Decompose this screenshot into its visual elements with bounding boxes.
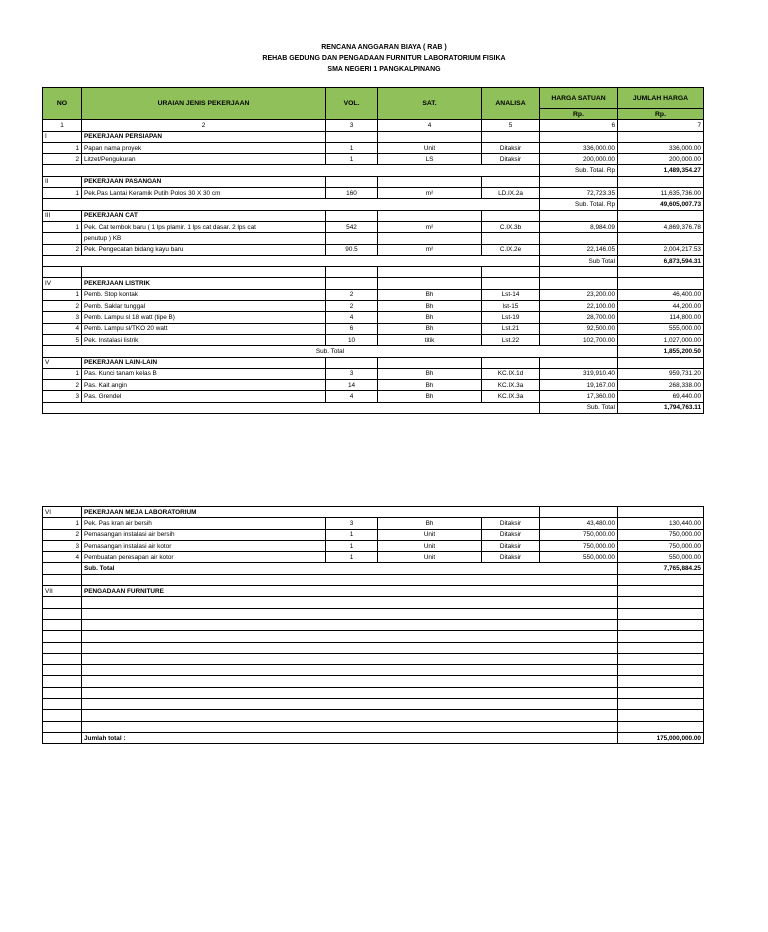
row-analisa: Lst-14 bbox=[482, 289, 540, 300]
row-jumlah-harga: 11,635,736.00 bbox=[618, 188, 704, 199]
row-jumlah-harga: 750,000.00 bbox=[618, 529, 704, 540]
row-vol: 6 bbox=[326, 323, 378, 334]
grand-total-label: Jumlah total : bbox=[82, 732, 618, 743]
table-row bbox=[43, 244, 704, 255]
empty-row bbox=[43, 642, 704, 653]
row-sat: Bh bbox=[378, 301, 482, 312]
row-vol: 10 bbox=[326, 334, 378, 345]
row-sat: Unit bbox=[378, 142, 482, 153]
row-vol: 1 bbox=[326, 529, 378, 540]
empty-row bbox=[43, 676, 704, 687]
empty-row bbox=[43, 631, 704, 642]
row-vol: 1 bbox=[326, 552, 378, 563]
table-row bbox=[43, 289, 704, 300]
row-harga-satuan: 17,360.00 bbox=[540, 391, 618, 402]
section-header-row bbox=[43, 586, 704, 597]
row-vol: 160 bbox=[326, 188, 378, 199]
row-jumlah-harga: 200,000.00 bbox=[618, 154, 704, 165]
row-vol: 90.5 bbox=[326, 244, 378, 255]
row-analisa: C.IX.2e bbox=[482, 244, 540, 255]
row-jumlah-harga: 1,027,000.00 bbox=[618, 334, 704, 345]
row-jumlah-harga: 69,440.00 bbox=[618, 391, 704, 402]
subtotal-row bbox=[43, 402, 704, 413]
row-jumlah-harga: 555,000.00 bbox=[618, 323, 704, 334]
row-no: 3 bbox=[43, 391, 82, 402]
row-desc: Pemasangan instalasi air bersih bbox=[82, 529, 326, 540]
header-no: NO bbox=[43, 88, 82, 120]
subtotal-label: Sub. Total. Rp bbox=[540, 199, 618, 210]
row-desc: Pek. Instalasi listrik bbox=[82, 334, 326, 345]
subtotal-row bbox=[43, 563, 704, 574]
row-sat: m² bbox=[378, 188, 482, 199]
row-vol: 542 bbox=[326, 221, 378, 232]
row-desc: Pek. Pengecatan bidang kayu baru bbox=[82, 244, 326, 255]
section-title: PEKERJAAN CAT bbox=[82, 210, 326, 221]
row-no: 2 bbox=[43, 244, 82, 255]
subtotal-value: 49,605,007.73 bbox=[618, 199, 704, 210]
row-analisa: Ditaksir bbox=[482, 142, 540, 153]
header-rp-1: Rp. bbox=[540, 109, 618, 120]
row-vol: 3 bbox=[326, 518, 378, 529]
row-vol: 4 bbox=[326, 312, 378, 323]
table-row bbox=[43, 540, 704, 551]
row-harga-satuan: 22,146.05 bbox=[540, 244, 618, 255]
subtotal-row bbox=[43, 199, 704, 210]
row-desc: Pemb. Stop kontak bbox=[82, 289, 326, 300]
table-row bbox=[43, 552, 704, 563]
subtotal-row bbox=[43, 255, 704, 266]
row-vol: 14 bbox=[326, 380, 378, 391]
row-sat: Bh bbox=[378, 312, 482, 323]
row-desc: Pemb. Lampu sl 18 watt (tipe B) bbox=[82, 312, 326, 323]
row-vol: 3 bbox=[326, 368, 378, 379]
empty-row bbox=[43, 699, 704, 710]
section-title: PEKERJAAN LAIN-LAIN bbox=[82, 357, 326, 368]
row-no: 1 bbox=[43, 142, 82, 153]
rab-table-main bbox=[42, 87, 704, 414]
row-desc: Pek. Cat tembok baru ( 1 lps plamir. 1 lps cat dasar. 2 lps cat bbox=[82, 221, 326, 232]
row-analisa: lst-15 bbox=[482, 301, 540, 312]
section-code: I bbox=[43, 131, 82, 142]
section-title: PEKERJAAN PERSIAPAN bbox=[82, 131, 326, 142]
grand-total-value: 175,000,000.00 bbox=[618, 732, 704, 743]
row-no: 2 bbox=[43, 529, 82, 540]
row-sat: titik bbox=[378, 334, 482, 345]
table-row bbox=[43, 188, 704, 199]
row-sat: Bh bbox=[378, 380, 482, 391]
row-desc: Pemb. Saklar tunggal bbox=[82, 301, 326, 312]
colnum-2: 2 bbox=[82, 120, 326, 131]
subtotal-row bbox=[43, 346, 704, 357]
row-analisa: Ditaksir bbox=[482, 529, 540, 540]
row-analisa: KC.IX.1d bbox=[482, 368, 540, 379]
row-vol: 4 bbox=[326, 391, 378, 402]
row-desc: Pek. Pas kran air bersih bbox=[82, 518, 326, 529]
subtotal-value: 1,489,354.27 bbox=[618, 165, 704, 176]
colnum-6: 6 bbox=[540, 120, 618, 131]
row-sat: Unit bbox=[378, 529, 482, 540]
empty-row bbox=[43, 710, 704, 721]
subtotal-value: 7,765,884.25 bbox=[618, 563, 704, 574]
row-harga-satuan: 28,700.00 bbox=[540, 312, 618, 323]
row-analisa: Lst.21 bbox=[482, 323, 540, 334]
row-analisa: LD.IX.2a bbox=[482, 188, 540, 199]
row-analisa: Ditaksir bbox=[482, 552, 540, 563]
row-desc: Pas. Grendel bbox=[82, 391, 326, 402]
section-code: VI bbox=[43, 507, 82, 518]
row-sat: Bh bbox=[378, 518, 482, 529]
section-header-row bbox=[43, 278, 704, 289]
row-no: 1 bbox=[43, 368, 82, 379]
row-jumlah-harga: 4,869,376.78 bbox=[618, 221, 704, 232]
title-line-1: RENCANA ANGGARAN BIAYA ( RAB ) bbox=[321, 44, 447, 51]
row-harga-satuan: 336,000.00 bbox=[540, 142, 618, 153]
section-header-row bbox=[43, 131, 704, 142]
row-jumlah-harga: 550,000.00 bbox=[618, 552, 704, 563]
empty-row bbox=[43, 597, 704, 608]
row-jumlah-harga: 750,000.00 bbox=[618, 540, 704, 551]
row-sat: Bh bbox=[378, 289, 482, 300]
row-vol: 1 bbox=[326, 142, 378, 153]
table-row bbox=[43, 312, 704, 323]
row-sat: Unit bbox=[378, 552, 482, 563]
table-row bbox=[43, 154, 704, 165]
colnum-7: 7 bbox=[618, 120, 704, 131]
header-rp-2: Rp. bbox=[618, 109, 704, 120]
table-row bbox=[43, 380, 704, 391]
colnum-1: 1 bbox=[43, 120, 82, 131]
table-row bbox=[43, 323, 704, 334]
row-harga-satuan: 8,984.09 bbox=[540, 221, 618, 232]
row-jumlah-harga: 959,731.20 bbox=[618, 368, 704, 379]
row-no: 1 bbox=[43, 289, 82, 300]
row-desc-continued: penutup ) KB bbox=[82, 233, 326, 244]
section-code: IV bbox=[43, 278, 82, 289]
subtotal-value: 1,794,763.11 bbox=[618, 402, 704, 413]
spacer-row bbox=[43, 267, 704, 278]
row-analisa: Lst-19 bbox=[482, 312, 540, 323]
section-code: V bbox=[43, 357, 82, 368]
row-harga-satuan: 200,000.00 bbox=[540, 154, 618, 165]
row-no: 1 bbox=[43, 221, 82, 232]
row-jumlah-harga: 46,400.00 bbox=[618, 289, 704, 300]
title-line-2: REHAB GEDUNG DAN PENGADAAN FURNITUR LABORATORIUM FISIKA bbox=[262, 55, 506, 62]
section-code: III bbox=[43, 210, 82, 221]
subtotal-label: Sub Total bbox=[540, 255, 618, 266]
table-row bbox=[43, 391, 704, 402]
rab-table-continued bbox=[42, 506, 704, 744]
row-desc: Litzet/Pengukuran bbox=[82, 154, 326, 165]
row-desc: Pas. Kunci tanam kelas B bbox=[82, 368, 326, 379]
row-harga-satuan: 72,723.35 bbox=[540, 188, 618, 199]
empty-row bbox=[43, 721, 704, 732]
row-sat: m² bbox=[378, 244, 482, 255]
row-sat: m² bbox=[378, 221, 482, 232]
header-vol: VOL. bbox=[326, 88, 378, 120]
table-row bbox=[43, 334, 704, 345]
row-no: 3 bbox=[43, 540, 82, 551]
subtotal-value: 6,873,594.31 bbox=[618, 255, 704, 266]
row-analisa: KC.IX.3a bbox=[482, 391, 540, 402]
section-code: VII bbox=[43, 586, 82, 597]
row-analisa: Ditaksir bbox=[482, 540, 540, 551]
row-analisa: Lst.22 bbox=[482, 334, 540, 345]
subtotal-row bbox=[43, 165, 704, 176]
empty-row bbox=[43, 653, 704, 664]
row-desc: Pemasangan instalasi air kotor bbox=[82, 540, 326, 551]
row-sat: Unit bbox=[378, 540, 482, 551]
empty-row bbox=[43, 619, 704, 630]
row-sat: LS bbox=[378, 154, 482, 165]
row-harga-satuan: 19,167.00 bbox=[540, 380, 618, 391]
grand-total-row bbox=[43, 732, 704, 743]
row-desc: Pek.Pas Lantai Keramik Putih Polos 30 X 30 cm bbox=[82, 188, 326, 199]
row-desc: Pemb. Lampu sl/TKO 20 watt bbox=[82, 323, 326, 334]
row-harga-satuan: 92,500.00 bbox=[540, 323, 618, 334]
row-harga-satuan: 43,480.00 bbox=[540, 518, 618, 529]
header-jumlah-harga: JUMLAH HARGA bbox=[618, 88, 704, 109]
subtotal-value: 1,855,200.50 bbox=[618, 346, 704, 357]
row-jumlah-harga: 336,000.00 bbox=[618, 142, 704, 153]
section-title: PEKERJAAN PASANGAN bbox=[82, 176, 326, 187]
section-code: II bbox=[43, 176, 82, 187]
row-desc: Pas. Kait angin bbox=[82, 380, 326, 391]
header-sat: SAT. bbox=[378, 88, 482, 120]
row-jumlah-harga: 44,200.00 bbox=[618, 301, 704, 312]
table-row bbox=[43, 221, 704, 232]
table-row-continuation bbox=[43, 233, 704, 244]
section-header-row bbox=[43, 507, 704, 518]
row-no: 5 bbox=[43, 334, 82, 345]
row-harga-satuan: 750,000.00 bbox=[540, 529, 618, 540]
row-vol: 1 bbox=[326, 540, 378, 551]
spacer-row bbox=[43, 574, 704, 585]
table-row bbox=[43, 529, 704, 540]
colnum-5: 5 bbox=[482, 120, 540, 131]
row-sat: Bh bbox=[378, 368, 482, 379]
column-number-row bbox=[43, 120, 704, 131]
section-header-row bbox=[43, 210, 704, 221]
section-title: PENGADAAN FURNITURE bbox=[82, 586, 618, 597]
subtotal-label: Sub. Total bbox=[43, 346, 618, 357]
title-line-3: SMA NEGERI 1 PANGKALPINANG bbox=[327, 66, 441, 73]
row-no: 2 bbox=[43, 380, 82, 391]
row-analisa: KC.IX.3a bbox=[482, 380, 540, 391]
table-row bbox=[43, 301, 704, 312]
row-vol: 2 bbox=[326, 289, 378, 300]
row-analisa: Ditaksir bbox=[482, 154, 540, 165]
row-harga-satuan: 750,000.00 bbox=[540, 540, 618, 551]
row-harga-satuan: 102,700.00 bbox=[540, 334, 618, 345]
empty-row bbox=[43, 687, 704, 698]
row-vol: 2 bbox=[326, 301, 378, 312]
row-desc: Papan nama proyek bbox=[82, 142, 326, 153]
subtotal-label: Sub. Total. Rp bbox=[540, 165, 618, 176]
header-uraian: URAIAN JENIS PEKERJAAN bbox=[82, 88, 326, 120]
row-harga-satuan: 22,100.00 bbox=[540, 301, 618, 312]
row-sat: Bh bbox=[378, 323, 482, 334]
row-jumlah-harga: 2,004,217.53 bbox=[618, 244, 704, 255]
row-desc: Pembuatan peresapan air kotor bbox=[82, 552, 326, 563]
row-analisa: Ditaksir bbox=[482, 518, 540, 529]
section-title: PEKERJAAN LISTRIK bbox=[82, 278, 326, 289]
table-header-row bbox=[43, 88, 704, 109]
row-no: 1 bbox=[43, 518, 82, 529]
row-analisa: C.IX.3b bbox=[482, 221, 540, 232]
section-header-row bbox=[43, 176, 704, 187]
row-no: 2 bbox=[43, 301, 82, 312]
colnum-4: 4 bbox=[378, 120, 482, 131]
table-row bbox=[43, 368, 704, 379]
row-no: 3 bbox=[43, 312, 82, 323]
subtotal-label: Sub. Total bbox=[540, 402, 618, 413]
empty-row bbox=[43, 608, 704, 619]
row-no: 1 bbox=[43, 188, 82, 199]
empty-row bbox=[43, 665, 704, 676]
table-row bbox=[43, 142, 704, 153]
row-vol: 1 bbox=[326, 154, 378, 165]
subtotal-label: Sub. Total bbox=[82, 563, 618, 574]
row-no: 4 bbox=[43, 552, 82, 563]
row-harga-satuan: 550,000.00 bbox=[540, 552, 618, 563]
row-harga-satuan: 319,910.40 bbox=[540, 368, 618, 379]
document-title-block bbox=[0, 42, 768, 75]
header-analisa: ANALISA bbox=[482, 88, 540, 120]
row-jumlah-harga: 268,338.00 bbox=[618, 380, 704, 391]
row-harga-satuan: 23,200.00 bbox=[540, 289, 618, 300]
section-title: PEKERJAAN MEJA LABORATORIUM bbox=[82, 507, 540, 518]
colnum-3: 3 bbox=[326, 120, 378, 131]
row-jumlah-harga: 130,440.00 bbox=[618, 518, 704, 529]
row-jumlah-harga: 114,800.00 bbox=[618, 312, 704, 323]
section-header-row bbox=[43, 357, 704, 368]
row-no: 2 bbox=[43, 154, 82, 165]
table-row bbox=[43, 518, 704, 529]
row-sat: Bh bbox=[378, 391, 482, 402]
row-no: 4 bbox=[43, 323, 82, 334]
header-harga-satuan: HARGA SATUAN bbox=[540, 88, 618, 109]
